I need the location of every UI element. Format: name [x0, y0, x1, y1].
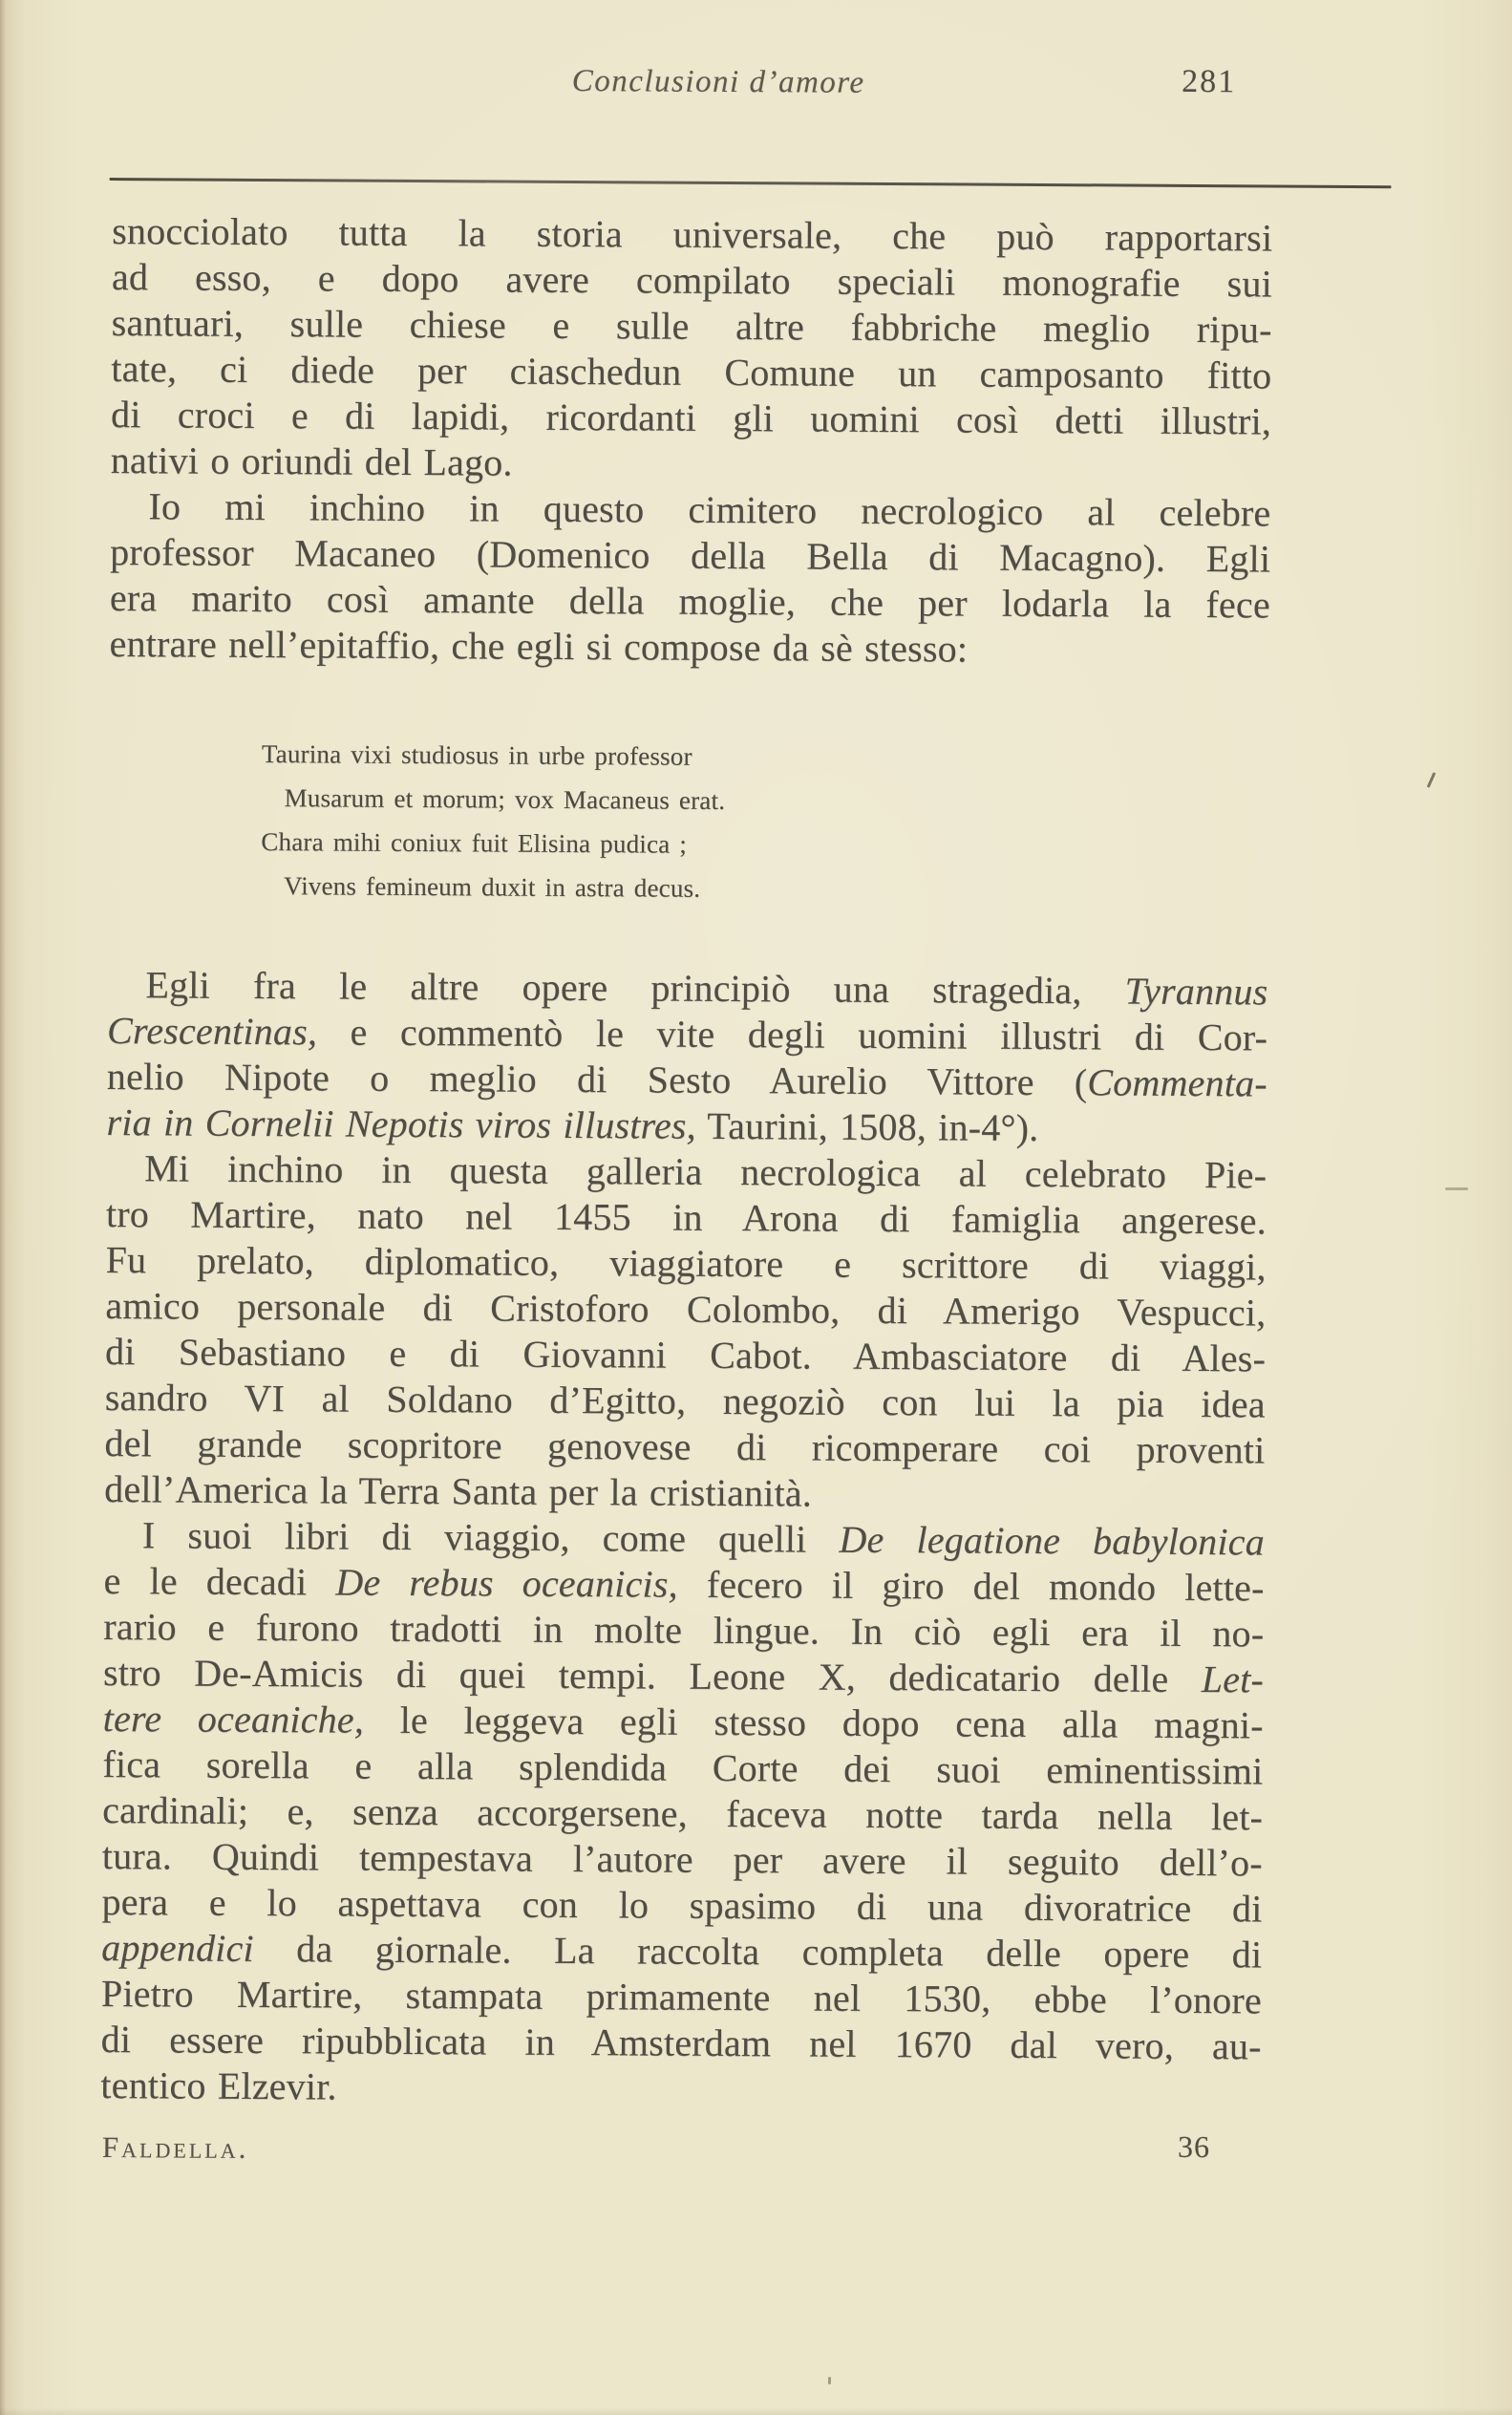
text-line: fica sorella e alla splendida Corte dei suoi eminentissimi: [102, 1742, 1264, 1793]
text-line: stro De-Amicis di quei tempi. Leone X, dedicatario delle Let-: [102, 1651, 1265, 1701]
text-line: Mi inchino in questa galleria necrologica al celebrato Pie-: [144, 1146, 1267, 1197]
text-line: Io mi inchino in questo cimitero necrologico al celebre: [148, 484, 1271, 535]
text-line: era marito così amante della moglie, che per lodarla la fece: [109, 576, 1271, 627]
text-line: dell’America la Terra Santa per la cristianità.: [104, 1467, 813, 1515]
text-line: snocciolato tutta la storia universale, che può rapportarsi: [112, 209, 1273, 260]
page-number: 281: [1182, 63, 1237, 100]
text-line: tere oceaniche, le leggeva egli stesso dopo cena alla magni-: [102, 1697, 1264, 1747]
text-line: professor Macaneo (Domenico della Bella di Macagno). Egli: [110, 530, 1271, 581]
text-line: sandro VI al Soldano d’Egitto, negoziò con lui la pia idea: [104, 1376, 1266, 1426]
text-line: di croci e di lapidi, ricordanti gli uomini così detti illustri,: [110, 393, 1272, 443]
margin-ink-mark: [1427, 772, 1437, 788]
footer-signature-number: 36: [1177, 2128, 1211, 2165]
text-line: pera e lo aspettava con lo spasimo di una divoratrice di: [101, 1880, 1263, 1931]
text-line: santuari, sulle chiese e sulle altre fabbriche meglio ripu-: [111, 301, 1272, 352]
text-line: nelio Nipote o meglio di Sesto Aurelio Vittore (Commenta-: [106, 1055, 1267, 1105]
text-line: Fu prelato, diplomatico, viaggiatore e scrittore di viaggi,: [105, 1238, 1267, 1289]
text-line: nativi o oriundi del Lago.: [110, 438, 513, 484]
paragraph: [104, 1145, 1267, 1519]
verse-line: Taurina vixi studiosus in urbe professor: [261, 739, 692, 771]
margin-dash-mark: [1445, 1187, 1468, 1190]
paragraph: [100, 1512, 1265, 2115]
text-line: Egli fra le altre opere principiò una stragedia, Tyrannus: [145, 963, 1268, 1014]
text-line: Crescentinas, e commentò le vite degli uomini illustri di Cor-: [106, 1009, 1268, 1059]
text-line: rario e furono tradotti in molte lingue. In ciò egli era il no-: [103, 1605, 1265, 1656]
text-line: tate, ci diede per ciaschedun Comune un camposanto fitto: [111, 347, 1272, 397]
text-line: tro Martire, nato nel 1455 in Arona di famiglia angerese.: [105, 1192, 1267, 1243]
page-content: [96, 0, 1392, 2415]
footer-author: Faldella.: [101, 2130, 249, 2165]
text-line: tentico Elzevir.: [100, 2063, 337, 2108]
verse-line: Chara mihi coniux fuit Elisina pudica ;: [261, 827, 688, 859]
text-line: cardinali; e, senza accorgersene, faceva notte tarda nella let-: [102, 1788, 1264, 1839]
text-line: amico personale di Cristoforo Colombo, di Amerigo Vespucci,: [105, 1284, 1267, 1335]
running-header-title: Conclusioni d’amore: [571, 63, 865, 100]
verse-line: Musarum et morum; vox Macaneus erat.: [284, 783, 726, 815]
paragraph: [111, 208, 1273, 490]
text-line: e le decadi De rebus oceanicis, fecero il giro del mondo lette-: [103, 1559, 1265, 1610]
ink-speck: [828, 2377, 831, 2384]
verse-line: Vivens femineum duxit in astra decus.: [283, 871, 701, 903]
header-rule: [110, 178, 1392, 188]
text-line: entrare nell’epitaffio, che egli si compose da sè stesso:: [109, 622, 969, 671]
text-line: di Sebastiano e di Giovanni Cabot. Ambasciatore di Ales-: [104, 1330, 1267, 1380]
text-line: Pietro Martire, stampata primamente nel 1530, ebbe l’onore: [100, 1972, 1263, 2022]
text-line: appendici da giornale. La raccolta completa delle opere di: [101, 1926, 1263, 1977]
text-line: del grande scopritore genovese di ricomperare coi proventi: [104, 1421, 1266, 1472]
paragraph: [106, 962, 1267, 1152]
text-body: [100, 208, 1272, 2115]
paragraph: [109, 483, 1270, 673]
text-line: ria in Cornelii Nepotis viros illustres, Taurini, 1508, in-4°).: [106, 1101, 1039, 1149]
text-line: ad esso, e dopo avere compilato speciali monografie sui: [111, 255, 1273, 306]
text-line: di essere ripubblicata in Amsterdam nel 1670 dal vero, au-: [100, 2018, 1262, 2068]
verse-block: [261, 732, 1269, 913]
text-line: I suoi libri di viaggio, come quelli De legatione babylonica: [141, 1513, 1266, 1564]
text-line: tura. Quindi tempestava l’autore per avere il seguito dell’o-: [101, 1834, 1263, 1885]
page-footer: [100, 2123, 1261, 2187]
